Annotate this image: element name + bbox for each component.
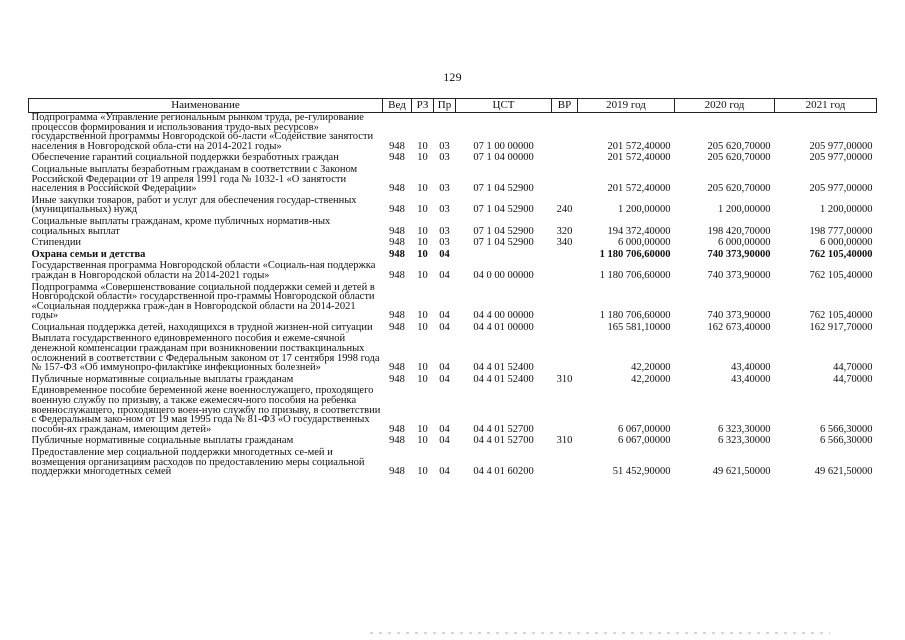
row-vr-cell: 340: [556, 237, 573, 249]
row-2021-cell: 162 917,70000: [809, 321, 873, 333]
row-2021-cell: 44,70000: [833, 362, 873, 374]
row-2020-cell: 740 373,90000: [707, 248, 771, 260]
header-vr: ВР: [552, 99, 578, 113]
row-vr-cell: [552, 386, 578, 436]
row-ved-cell: 948: [389, 310, 405, 322]
row-2021-cell: 762 105,40000: [809, 269, 873, 281]
header-ved: Вед: [383, 99, 412, 113]
table-row: [29, 196, 877, 217]
row-2020-cell: 6 000,00000: [718, 237, 771, 249]
row-2019-cell: 194 372,40000: [607, 225, 671, 237]
row-ved-cell: 948: [389, 466, 405, 478]
row-ved-cell: 948: [389, 423, 405, 435]
row-name-cell: Публичные нормативные социальные выплаты гражданам: [31, 435, 294, 447]
row-name-cell: Подпрограмма «Совершенствование социальной поддержки семей и детей в Новгородской области» государственной про-граммы Новгородской области «Социальная поддержка граж-дан в Новгородской области на 2014-2021 годы»: [31, 281, 375, 322]
row-2019-cell: 201 572,40000: [607, 140, 671, 152]
row-2021-cell: 762 105,40000: [809, 248, 873, 260]
row-vr-cell: 310: [556, 373, 573, 385]
row-2020-cell: 162 673,40000: [707, 321, 771, 333]
row-2019-cell: 1 180 706,60000: [599, 269, 671, 281]
header-name: Наименование: [29, 99, 383, 113]
row-pr-cell: 04: [439, 269, 450, 281]
row-cst-cell: 04 4 01 00000: [473, 321, 534, 333]
row-2019-cell: 165 581,10000: [607, 321, 671, 333]
table-row: [29, 165, 877, 196]
scan-artifact: [370, 632, 830, 634]
row-rz-cell: 10: [417, 152, 428, 164]
row-cst-cell: 04 4 01 52700: [473, 435, 534, 447]
row-2020-cell: 205 620,70000: [707, 152, 771, 164]
row-vr-cell: [552, 448, 578, 479]
row-name-cell: Иные закупки товаров, работ и услуг для обеспечения государ-ственных (муниципальных) нужд: [31, 194, 357, 216]
budget-table: [28, 98, 877, 479]
row-name-cell: Публичные нормативные социальные выплаты гражданам: [31, 373, 294, 385]
row-2020-cell: 1 200,00000: [718, 204, 771, 216]
row-2020-cell: 43,40000: [731, 362, 771, 374]
row-2021-cell: 198 777,00000: [809, 225, 873, 237]
row-2021-cell: 205 977,00000: [809, 183, 873, 195]
table-row: [29, 261, 877, 282]
header-2019: 2019 год: [578, 99, 675, 113]
row-2021-cell: 205 977,00000: [809, 152, 873, 164]
row-ved-cell: 948: [389, 225, 405, 237]
row-name-cell: Обеспечение гарантий социальной поддержки безработных граждан: [31, 152, 339, 164]
row-vr-cell: 320: [556, 225, 573, 237]
row-2020-cell: 6 323,30000: [718, 423, 771, 435]
row-pr-cell: 04: [439, 362, 450, 374]
table-row: [29, 448, 877, 479]
row-2020-cell: 740 373,90000: [707, 310, 771, 322]
table-header-row: [29, 99, 877, 113]
row-cst-cell: 04 4 00 00000: [473, 310, 534, 322]
row-name-cell: Социальная поддержка детей, находящихся в трудной жизнен-ной ситуации: [31, 321, 373, 333]
header-pr: Пр: [434, 99, 456, 113]
row-ved-cell: 948: [389, 183, 405, 195]
row-name-cell: Социальные выплаты гражданам, кроме публичных норматив-ных социальных выплат: [31, 215, 331, 237]
row-rz-cell: 10: [417, 140, 428, 152]
row-cst-cell: 04 4 01 52400: [473, 373, 534, 385]
row-pr-cell: 03: [439, 140, 450, 152]
row-2021-cell: 6 000,00000: [820, 237, 873, 249]
row-cst-cell: [456, 250, 552, 262]
row-vr-cell: [552, 250, 578, 262]
row-pr-cell: 03: [439, 204, 450, 216]
row-pr-cell: 03: [439, 225, 450, 237]
row-rz-cell: 10: [417, 204, 428, 216]
row-pr-cell: 04: [439, 310, 450, 322]
row-name-cell: Единовременное пособие беременной жене военнослужащего, проходящего военную службу по призыву, а также ежемесяч-ного пособия на ребенка военнослужащего, проходящего воен-ную службу по призыву, в соответствии с Федеральным зако-ном от 19 мая 1995 года № 81-ФЗ «О государственных пособи-ях гражданам, имеющим детей»: [31, 385, 381, 435]
header-2020: 2020 год: [675, 99, 775, 113]
row-2021-cell: 49 621,50000: [814, 466, 873, 478]
row-2021-cell: 6 566,30000: [820, 423, 873, 435]
row-2020-cell: 205 620,70000: [707, 183, 771, 195]
row-2019-cell: 6 067,00000: [618, 435, 671, 447]
row-rz-cell: 10: [417, 225, 428, 237]
row-name-cell: Предоставление мер социальной поддержки многодетных се-мей и возмещения организациям расходов по предоставлению меры социальной поддержки многодетных семей: [31, 447, 365, 478]
page-number: 129: [443, 70, 462, 84]
row-vr-cell: 240: [556, 204, 573, 216]
row-2019-cell: 51 452,90000: [612, 466, 671, 478]
row-name-cell: Социальные выплаты безработным гражданам в соответствии с Законом Российской Федерации от 19 апреля 1991 года № 1032-1 «О занятости населения в Российской Федерации»: [31, 163, 358, 195]
row-2020-cell: 49 621,50000: [712, 466, 771, 478]
row-2021-cell: 762 105,40000: [809, 310, 873, 322]
row-vr-cell: [552, 113, 578, 154]
row-rz-cell: 10: [417, 321, 428, 333]
row-2019-cell: 201 572,40000: [607, 183, 671, 195]
row-cst-cell: 07 1 04 00000: [473, 152, 534, 164]
row-2019-cell: 42,20000: [631, 373, 671, 385]
table-row: [29, 283, 877, 323]
row-2020-cell: 205 620,70000: [707, 140, 771, 152]
table-row: [29, 334, 877, 374]
row-name-cell: Выплата государственного единовременного пособия и ежеме-сячной денежной компенсации гражданам при возникновении поствакцинальных осложнений в соответствии с Федеральным законом от 17 сентября 1998 года № 157-ФЗ «Об иммунопро-филактике инфекционных болезней»: [31, 333, 380, 374]
row-vr-cell: [552, 283, 578, 323]
row-rz-cell: 10: [417, 310, 428, 322]
table-row: [29, 386, 877, 436]
row-pr-cell: 03: [439, 152, 450, 164]
row-2020-cell: 740 373,90000: [707, 269, 771, 281]
row-ved-cell: 948: [389, 248, 405, 260]
row-cst-cell: 07 1 04 52900: [473, 204, 534, 216]
row-2020-cell: 6 323,30000: [718, 435, 771, 447]
row-pr-cell: 04: [439, 248, 450, 260]
table-body: [29, 113, 877, 479]
row-2019-cell: 6 000,00000: [618, 237, 671, 249]
row-rz-cell: 10: [417, 362, 428, 374]
row-cst-cell: 04 0 00 00000: [473, 269, 534, 281]
row-name-cell: Охрана семьи и детства: [31, 248, 146, 260]
row-vr-cell: 310: [556, 435, 573, 447]
row-rz-cell: 10: [417, 435, 428, 447]
row-ved-cell: 948: [389, 204, 405, 216]
row-ved-cell: 948: [389, 362, 405, 374]
header-cst: ЦСТ: [456, 99, 552, 113]
row-vr-cell: [552, 153, 578, 165]
row-ved-cell: 948: [389, 321, 405, 333]
row-rz-cell: 10: [417, 183, 428, 195]
row-cst-cell: 04 4 01 52400: [473, 362, 534, 374]
row-2019-cell: 1 180 706,60000: [599, 248, 671, 260]
row-ved-cell: 948: [389, 237, 405, 249]
row-name-cell: Стипендии: [31, 237, 82, 249]
row-name-cell: Государственная программа Новгородской области «Социаль-ная поддержка граждан в Новгородской области на 2014-2021 годы»: [31, 260, 376, 281]
row-vr-cell: [552, 165, 578, 196]
row-2021-cell: 6 566,30000: [820, 435, 873, 447]
row-cst-cell: 04 4 01 52700: [473, 423, 534, 435]
row-ved-cell: 948: [389, 140, 405, 152]
row-2019-cell: 1 180 706,60000: [599, 310, 671, 322]
row-2021-cell: 1 200,00000: [820, 204, 873, 216]
row-ved-cell: 948: [389, 152, 405, 164]
row-pr-cell: 04: [439, 466, 450, 478]
row-pr-cell: 04: [439, 321, 450, 333]
row-rz-cell: 10: [417, 466, 428, 478]
row-2019-cell: 1 200,00000: [618, 204, 671, 216]
row-rz-cell: 10: [417, 423, 428, 435]
row-2020-cell: 43,40000: [731, 373, 771, 385]
row-cst-cell: 07 1 00 00000: [473, 140, 534, 152]
row-vr-cell: [552, 261, 578, 282]
row-name-cell: Подпрограмма «Управление региональным рынком труда, ре-гулирование процессов формирования и использования трудо-вых ресурсов» государственной программы Новгородской об-ласти «Содействие занятости населения в Новгородской обла-сти на 2014-2021 годы»: [31, 112, 374, 152]
row-rz-cell: 10: [417, 248, 428, 260]
table-row: [29, 217, 877, 238]
row-pr-cell: 04: [439, 373, 450, 385]
table-row: [29, 113, 877, 154]
row-cst-cell: 07 1 04 52900: [473, 225, 534, 237]
row-cst-cell: 07 1 04 52900: [473, 237, 534, 249]
row-2021-cell: 205 977,00000: [809, 140, 873, 152]
row-2019-cell: 201 572,40000: [607, 152, 671, 164]
row-rz-cell: 10: [417, 373, 428, 385]
row-cst-cell: 04 4 01 60200: [473, 466, 534, 478]
row-2019-cell: 42,20000: [631, 362, 671, 374]
row-pr-cell: 03: [439, 183, 450, 195]
row-ved-cell: 948: [389, 373, 405, 385]
row-cst-cell: 07 1 04 52900: [473, 183, 534, 195]
row-2019-cell: 6 067,00000: [618, 423, 671, 435]
row-rz-cell: 10: [417, 237, 428, 249]
row-pr-cell: 03: [439, 237, 450, 249]
row-ved-cell: 948: [389, 269, 405, 281]
row-ved-cell: 948: [389, 435, 405, 447]
table-row: [29, 238, 877, 250]
header-2021: 2021 год: [775, 99, 877, 113]
row-vr-cell: [552, 323, 578, 335]
row-vr-cell: [552, 334, 578, 374]
row-rz-cell: 10: [417, 269, 428, 281]
row-2020-cell: 198 420,70000: [707, 225, 771, 237]
header-rz: РЗ: [412, 99, 434, 113]
row-pr-cell: 04: [439, 435, 450, 447]
row-pr-cell: 04: [439, 423, 450, 435]
row-2021-cell: 44,70000: [833, 373, 873, 385]
